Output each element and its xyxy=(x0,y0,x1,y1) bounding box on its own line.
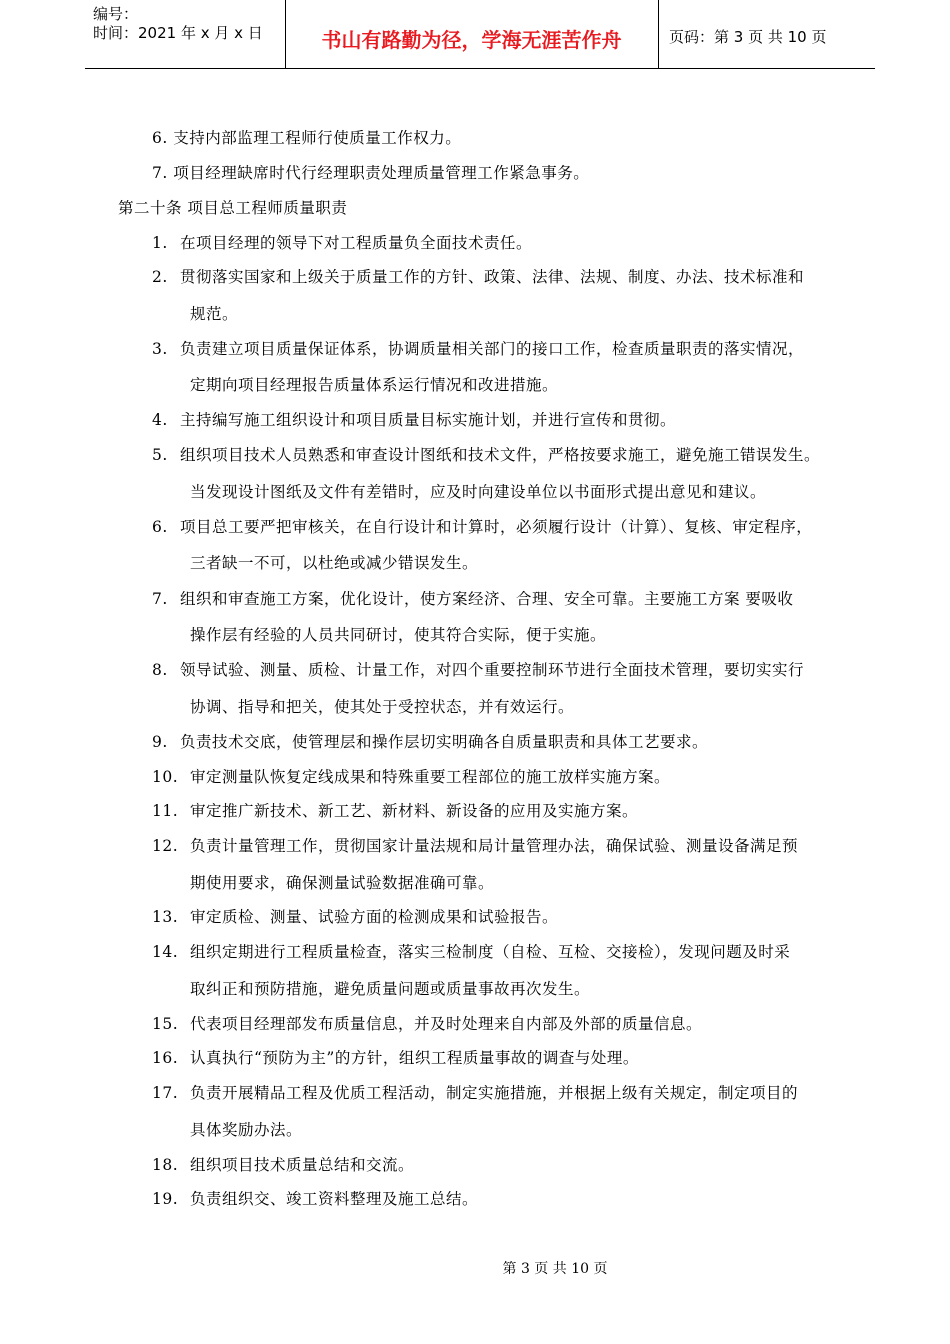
list-item: 6. 项目总工要严把审核关，在自行设计和计算时，必须履行设计（计算）、复核、审定程序， xyxy=(152,518,813,536)
document-number-label: 编号： xyxy=(93,5,139,23)
document-date: 时间：2021 年 x 月 x 日 xyxy=(93,24,263,42)
list-item-continuation: 期使用要求，确保测量试验数据准确可靠。 xyxy=(190,874,495,892)
list-item: 15. 代表项目经理部发布质量信息，并及时处理来自内部及外部的质量信息。 xyxy=(152,1015,703,1033)
list-item: 7. 组织和审查施工方案，优化设计，使方案经济、合理、安全可靠。主要施工方案 要吸收 xyxy=(152,590,794,608)
list-item-continuation: 具体奖励办法。 xyxy=(190,1121,303,1139)
list-item-continuation: 当发现设计图纸及文件有差错时，应及时向建设单位以书面形式提出意见和建议。 xyxy=(190,483,767,501)
list-item: 3. 负责建立项目质量保证体系，协调质量相关部门的接口工作，检查质量职责的落实情况， xyxy=(152,340,805,358)
header-meta-cell xyxy=(85,0,286,68)
list-item: 10. 审定测量队恢复定线成果和特殊重要工程部位的施工放样实施方案。 xyxy=(152,768,671,786)
page-header xyxy=(85,0,875,69)
list-item: 19. 负责组织交、竣工资料整理及施工总结。 xyxy=(152,1190,479,1208)
header-motto-cell xyxy=(285,0,659,68)
article-title: 第二十条 项目总工程师质量职责 xyxy=(118,199,348,217)
list-item: 9. 负责技术交底，使管理层和操作层切实明确各自质量职责和具体工艺要求。 xyxy=(152,733,709,751)
list-item-continuation: 规范。 xyxy=(190,305,239,323)
list-item-continuation: 定期向项目经理报告质量体系运行情况和改进措施。 xyxy=(190,376,559,394)
list-item: 13. 审定质检、测量、试验方面的检测成果和试验报告。 xyxy=(152,908,559,926)
list-item: 1. 在项目经理的领导下对工程质量负全面技术责任。 xyxy=(152,234,533,252)
list-item-continuation: 操作层有经验的人员共同研讨，使其符合实际，便于实施。 xyxy=(190,626,607,644)
list-item-prev-6: 6. 支持内部监理工程师行使质量工作权力。 xyxy=(152,129,462,147)
list-item: 4. 主持编写施工组织设计和项目质量目标实施计划，并进行宣传和贯彻。 xyxy=(152,411,677,429)
list-item: 16. 认真执行“预防为主”的方针，组织工程质量事故的调查与处理。 xyxy=(152,1049,639,1067)
header-motto: 书山有路勤为径，学海无涯苦作舟 xyxy=(321,28,622,52)
list-item: 5. 组织项目技术人员熟悉和审查设计图纸和技术文件，严格按要求施工，避免施工错误发生。 xyxy=(152,446,821,464)
list-item: 12. 负责计量管理工作，贯彻国家计量法规和局计量管理办法，确保试验、测量设备满足预 xyxy=(152,837,799,855)
list-item-prev-7: 7. 项目经理缺席时代行经理职责处理质量管理工作紧急事务。 xyxy=(152,164,590,182)
list-item: 2. 贯彻落实国家和上级关于质量工作的方针、政策、法律、法规、制度、办法、技术标准和 xyxy=(152,268,805,286)
list-item: 17. 负责开展精品工程及优质工程活动，制定实施措施，并根据上级有关规定，制定项目的 xyxy=(152,1084,799,1102)
list-item-continuation: 协调、指导和把关，使其处于受控状态，并有效运行。 xyxy=(190,698,575,716)
list-item-continuation: 三者缺一不可，以杜绝或减少错误发生。 xyxy=(190,554,479,572)
list-item: 14. 组织定期进行工程质量检查，落实三检制度（自检、互检、交接检），发现问题及时采 xyxy=(152,943,791,961)
header-page-info: 页码：第 3 页 共 10 页 xyxy=(669,28,827,46)
page-footer: 第 3 页 共 10 页 xyxy=(502,1261,608,1277)
list-item: 18. 组织项目技术质量总结和交流。 xyxy=(152,1156,415,1174)
list-item-continuation: 取纠正和预防措施，避免质量问题或质量事故再次发生。 xyxy=(190,980,591,998)
header-page-cell xyxy=(659,0,875,68)
list-item: 8. 领导试验、测量、质检、计量工作，对四个重要控制环节进行全面技术管理，要切实实行 xyxy=(152,661,805,679)
list-item: 11. 审定推广新技术、新工艺、新材料、新设备的应用及实施方案。 xyxy=(152,802,639,820)
